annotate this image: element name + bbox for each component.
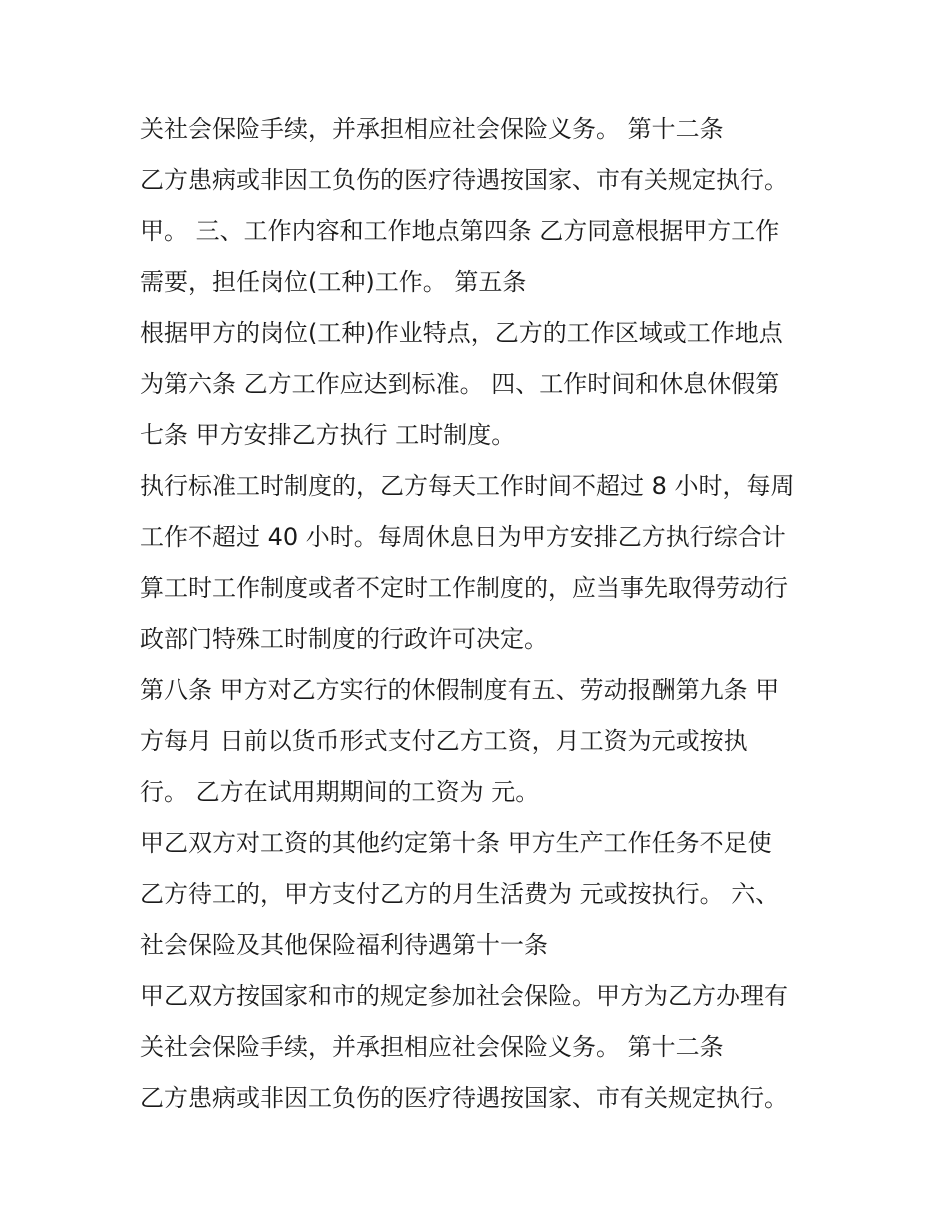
text-line: 乙方患病或非因工负伤的医疗待遇按国家、市有关规定执行。 <box>140 166 788 194</box>
text-line: 关社会保险手续，并承担相应社会保险义务。 第十二条 <box>140 115 724 143</box>
text-line: 七条 甲方安排乙方执行 工时制度。 <box>140 421 516 449</box>
text-line: 行。 乙方在试用期期间的工资为 元。 <box>140 778 540 806</box>
text-line: 执行标准工时制度的，乙方每天工作时间不超过 8 小时，每周 <box>140 472 795 500</box>
text-line: 甲乙双方按国家和市的规定参加社会保险。甲方为乙方办理有 <box>140 982 788 1010</box>
document-body <box>140 104 830 1124</box>
text-line: 工作不超过 40 小时。每周休息日为甲方安排乙方执行综合计 <box>140 523 786 551</box>
text-line: 算工时工作制度或者不定时工作制度的，应当事先取得劳动行 <box>140 574 788 602</box>
text-line: 社会保险及其他保险福利待遇第十一条 <box>140 931 548 959</box>
text-line: 方每月 日前以货币形式支付乙方工资，月工资为元或按执 <box>140 727 748 755</box>
text-line: 需要，担任岗位(工种)工作。 第五条 <box>140 268 527 296</box>
text-line: 政部门特殊工时制度的行政许可决定。 <box>140 625 548 653</box>
text-line: 乙方待工的，甲方支付乙方的月生活费为 元或按执行。 六、 <box>140 880 780 908</box>
text-line: 根据甲方的岗位(工种)作业特点，乙方的工作区域或工作地点 <box>140 319 783 347</box>
text-line: 乙方患病或非因工负伤的医疗待遇按国家、市有关规定执行。 <box>140 1084 788 1112</box>
text-line: 为第六条 乙方工作应达到标准。 四、工作时间和休息休假第 <box>140 370 780 398</box>
text-line: 甲乙双方对工资的其他约定第十条 甲方生产工作任务不足使 <box>140 829 772 857</box>
text-line: 关社会保险手续，并承担相应社会保险义务。 第十二条 <box>140 1033 724 1061</box>
text-line: 甲。 三、工作内容和工作地点第四条 乙方同意根据甲方工作 <box>140 217 780 245</box>
text-line: 第八条 甲方对乙方实行的休假制度有五、劳动报酬第九条 甲 <box>140 676 780 704</box>
